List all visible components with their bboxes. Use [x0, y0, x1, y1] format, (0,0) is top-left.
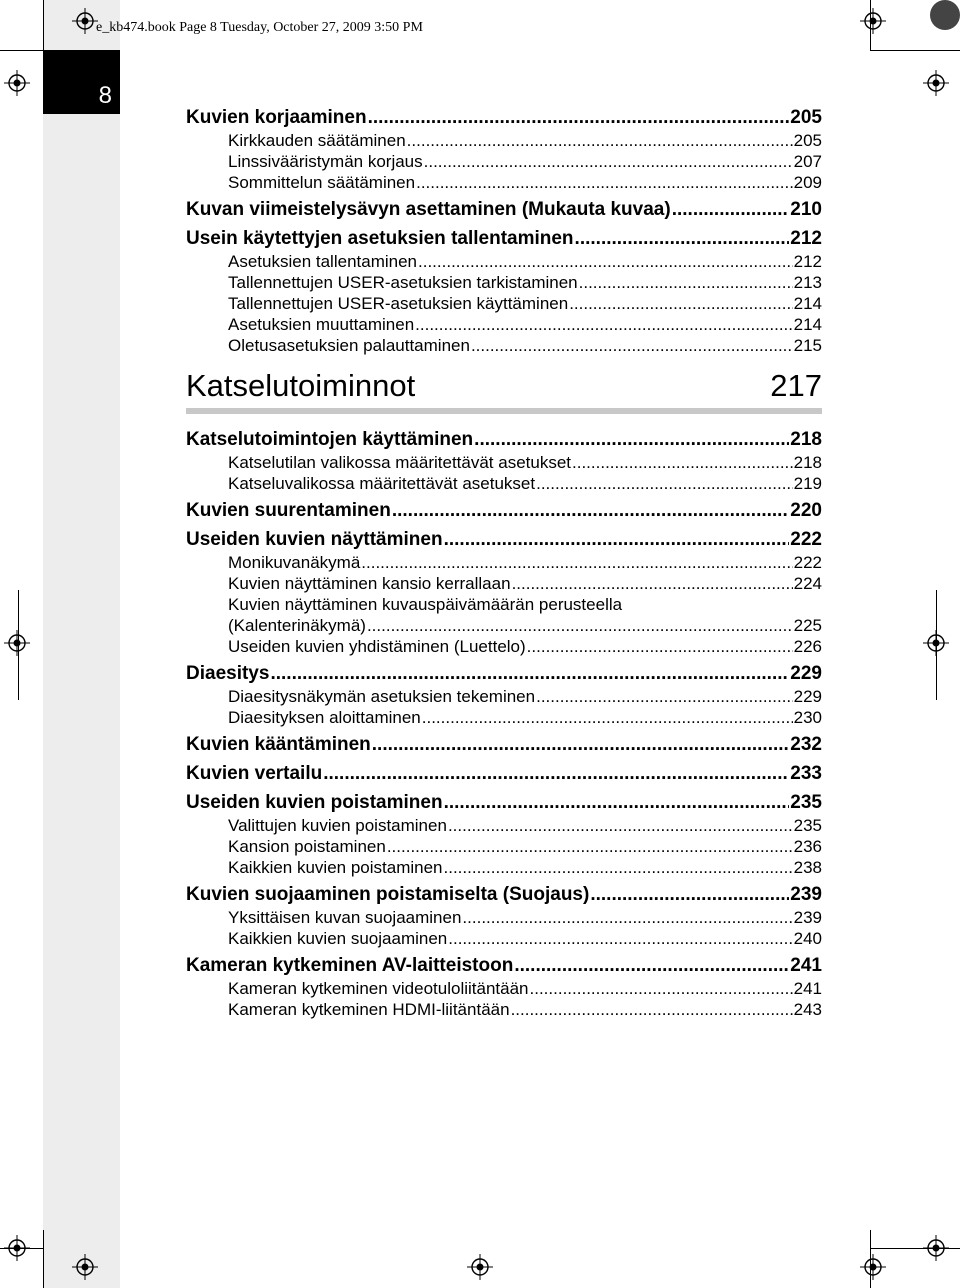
registration-mark-icon: [860, 1254, 886, 1280]
toc-entry-label: Diaesitys: [186, 663, 270, 684]
toc-entry-page: 230: [793, 708, 822, 727]
leader-dots: [424, 151, 793, 172]
toc-entry-page: 236: [793, 837, 822, 856]
toc-subentry[interactable]: [186, 573, 822, 594]
toc-entry[interactable]: [186, 791, 822, 815]
leader-dots: [444, 791, 790, 815]
toc-subentry[interactable]: [186, 707, 822, 728]
toc-entry[interactable]: [186, 662, 822, 686]
toc-subentry[interactable]: [186, 452, 822, 473]
leader-dots: [418, 251, 793, 272]
toc-subentry[interactable]: [186, 314, 822, 335]
toc-entry[interactable]: [186, 733, 822, 757]
toc-subentry[interactable]: [186, 594, 822, 636]
toc-subentry[interactable]: [186, 293, 822, 314]
leader-dots: [471, 335, 793, 356]
toc-entry-page: 229: [790, 663, 822, 684]
leader-dots: [514, 954, 789, 978]
toc-entry-label: Monikuvanäkymä: [228, 553, 361, 572]
toc-entry-page: 215: [793, 336, 822, 355]
leader-dots: [590, 883, 789, 907]
toc-entry-page: 214: [793, 294, 822, 313]
toc-entry[interactable]: [186, 428, 822, 452]
toc-entry-page: 218: [790, 429, 822, 450]
toc-entry-page: 205: [790, 107, 822, 128]
toc-subentry[interactable]: [186, 815, 822, 836]
toc-entry-label: Kameran kytkeminen AV-laitteistoon: [186, 955, 514, 976]
toc-entry-page: 207: [793, 152, 822, 171]
toc-entry-label: Kuvien suurentaminen: [186, 500, 391, 521]
chapter-page: 217: [770, 368, 822, 403]
toc-entry-label: Katselutilan valikossa määritettävät asetukset: [228, 453, 572, 472]
table-of-contents: [186, 106, 822, 1020]
leader-dots: [444, 857, 793, 878]
toc-entry-label: Kameran kytkeminen videotuloliitäntään: [228, 979, 529, 998]
toc-entry-page: 240: [793, 929, 822, 948]
registration-mark-icon: [4, 70, 30, 96]
leader-dots: [511, 999, 793, 1020]
toc-entry-label: Tallennettujen USER-asetuksien tarkistaminen: [228, 273, 578, 292]
leader-dots: [512, 573, 793, 594]
toc-entry[interactable]: [186, 954, 822, 978]
toc-entry-label: (Kalenterinäkymä): [228, 616, 366, 635]
toc-entry-label: Yksittäisen kuvan suojaaminen: [228, 908, 462, 927]
leader-dots: [392, 499, 789, 523]
toc-entry[interactable]: [186, 499, 822, 523]
toc-entry[interactable]: [186, 106, 822, 130]
toc-entry-page: 219: [793, 474, 822, 493]
leader-dots: [530, 978, 793, 999]
toc-subentry[interactable]: [186, 552, 822, 573]
toc-subentry[interactable]: [186, 686, 822, 707]
leader-dots: [527, 636, 793, 657]
registration-mark-icon: [860, 8, 886, 34]
toc-entry-label: Usein käytettyjen asetuksien tallentaminen: [186, 228, 574, 249]
toc-subentry[interactable]: [186, 251, 822, 272]
print-header: e_kb474.book Page 8 Tuesday, October 27, 2009 3:50 PM: [96, 20, 423, 35]
toc-entry-page: 229: [793, 687, 822, 706]
crop-line-top-right-h: [870, 50, 960, 51]
toc-entry-label: Tallennettujen USER-asetuksien käyttäminen: [228, 294, 569, 313]
leader-dots: [367, 615, 793, 636]
toc-entry-page: 235: [793, 816, 822, 835]
toc-entry-page: 235: [790, 792, 822, 813]
leader-dots: [462, 907, 792, 928]
leader-dots: [448, 928, 792, 949]
toc-entry-page: 225: [793, 616, 822, 635]
toc-entry-page: 210: [790, 199, 822, 220]
toc-subentry[interactable]: [186, 130, 822, 151]
leader-dots: [323, 762, 789, 786]
leader-dots: [569, 293, 792, 314]
toc-entry-page: 214: [793, 315, 822, 334]
toc-entry[interactable]: [186, 883, 822, 907]
crop-line-top-left-v: [43, 0, 44, 50]
toc-entry-page: 212: [790, 228, 822, 249]
toc-subentry[interactable]: [186, 335, 822, 356]
toc-entry-label: Kuvien suojaaminen poistamiselta (Suojaus): [186, 884, 590, 905]
toc-entry-label: Katseluvalikossa määritettävät asetukset: [228, 474, 536, 493]
leader-dots: [415, 314, 792, 335]
toc-entry-label: Kameran kytkeminen HDMI-liitäntään: [228, 1000, 510, 1019]
leader-dots: [579, 272, 793, 293]
toc-entry-page: 238: [793, 858, 822, 877]
leader-dots: [270, 662, 789, 686]
toc-subentry[interactable]: [186, 978, 822, 999]
registration-mark-icon: [467, 1254, 493, 1280]
crop-line-bottom-left-v: [43, 1230, 44, 1288]
leader-dots: [672, 198, 790, 222]
toc-entry-label: Sommittelun säätäminen: [228, 173, 416, 192]
toc-entry-page: 233: [790, 763, 822, 784]
crop-line-top-left-h: [0, 50, 44, 51]
toc-entry-label: Asetuksien muuttaminen: [228, 315, 415, 334]
toc-entry-label: Asetuksien tallentaminen: [228, 252, 418, 271]
toc-entry-label: Kuvan viimeistelysävyn asettaminen (Mukauta kuvaa): [186, 199, 671, 220]
leader-dots: [361, 552, 792, 573]
toc-subentry[interactable]: [186, 636, 822, 657]
toc-subentry[interactable]: [186, 928, 822, 949]
toc-entry-page: 239: [790, 884, 822, 905]
toc-entry[interactable]: [186, 227, 822, 251]
toc-subentry[interactable]: [186, 907, 822, 928]
toc-subentry[interactable]: [186, 172, 822, 193]
toc-entry-page: 218: [793, 453, 822, 472]
toc-entry-page: 222: [793, 553, 822, 572]
toc-entry-label: Katselutoimintojen käyttäminen: [186, 429, 474, 450]
chapter-number: 8: [98, 82, 112, 109]
toc-subentry[interactable]: [186, 272, 822, 293]
toc-entry[interactable]: [186, 762, 822, 786]
chapter-title: Katselutoiminnot: [186, 368, 416, 403]
toc-entry-label: Diaesitysnäkymän asetuksien tekeminen: [228, 687, 536, 706]
toc-entry-label: Valittujen kuvien poistaminen: [228, 816, 447, 835]
leader-dots: [448, 815, 793, 836]
toc-entry-page: 226: [793, 637, 822, 656]
toc-entry-page: 213: [793, 273, 822, 292]
toc-entry-page: 224: [793, 574, 822, 593]
leader-dots: [372, 733, 790, 757]
registration-mark-icon: [4, 630, 30, 656]
leader-dots: [387, 836, 793, 857]
color-swatch: [930, 0, 960, 30]
registration-mark-icon: [923, 1235, 949, 1261]
toc-entry-page: 239: [793, 908, 822, 927]
leader-dots: [422, 707, 793, 728]
toc-entry-label: Kuvien näyttäminen kansio kerrallaan: [228, 574, 511, 593]
toc-entry-label: Kansion poistaminen: [228, 837, 386, 856]
registration-mark-icon: [72, 8, 98, 34]
toc-entry-label: Oletusasetuksien palauttaminen: [228, 336, 470, 355]
toc-entry-label: Useiden kuvien yhdistäminen (Luettelo): [228, 637, 526, 656]
toc-entry-page: 209: [793, 173, 822, 192]
toc-entry-label-line1: Kuvien näyttäminen kuvauspäivämäärän perusteella: [228, 595, 623, 614]
toc-entry-page: 241: [793, 979, 822, 998]
toc-subentry[interactable]: [186, 473, 822, 494]
registration-mark-icon: [4, 1235, 30, 1261]
toc-entry-label: Useiden kuvien näyttäminen: [186, 529, 443, 550]
leader-dots: [572, 452, 793, 473]
toc-entry-label: Kuvien vertailu: [186, 763, 323, 784]
registration-mark-icon: [72, 1254, 98, 1280]
toc-entry-page: 232: [790, 734, 822, 755]
registration-mark-icon: [923, 630, 949, 656]
toc-entry-label: Kaikkien kuvien suojaaminen: [228, 929, 448, 948]
toc-entry-page: 222: [790, 529, 822, 550]
toc-entry-label: Linssivääristymän korjaus: [228, 152, 423, 171]
leader-dots: [416, 172, 793, 193]
toc-entry-page: 220: [790, 500, 822, 521]
toc-entry-label: Diaesityksen aloittaminen: [228, 708, 421, 727]
leader-dots: [474, 428, 789, 452]
leader-dots: [536, 473, 793, 494]
toc-subentry[interactable]: [186, 151, 822, 172]
leader-dots: [368, 106, 790, 130]
toc-entry-label: Kuvien kääntäminen: [186, 734, 371, 755]
toc-entry-label: Kuvien korjaaminen: [186, 107, 367, 128]
toc-entry[interactable]: [186, 198, 822, 222]
toc-entry-label: Useiden kuvien poistaminen: [186, 792, 443, 813]
leader-dots: [444, 528, 790, 552]
registration-mark-icon: [923, 70, 949, 96]
toc-entry[interactable]: [186, 528, 822, 552]
toc-entry-page: 243: [793, 1000, 822, 1019]
toc-entry-label: Kaikkien kuvien poistaminen: [228, 858, 443, 877]
toc-subentry[interactable]: [186, 999, 822, 1020]
chapter-heading[interactable]: [186, 366, 822, 414]
toc-entry-page: 241: [790, 955, 822, 976]
toc-entry-page: 205: [793, 131, 822, 150]
leader-dots: [407, 130, 793, 151]
toc-entry-page: 212: [793, 252, 822, 271]
toc-subentry[interactable]: [186, 857, 822, 878]
side-band: [43, 0, 120, 1288]
leader-dots: [536, 686, 793, 707]
leader-dots: [575, 227, 790, 251]
chapter-tab: [43, 50, 120, 114]
toc-entry-label: Kirkkauden säätäminen: [228, 131, 406, 150]
toc-subentry[interactable]: [186, 836, 822, 857]
